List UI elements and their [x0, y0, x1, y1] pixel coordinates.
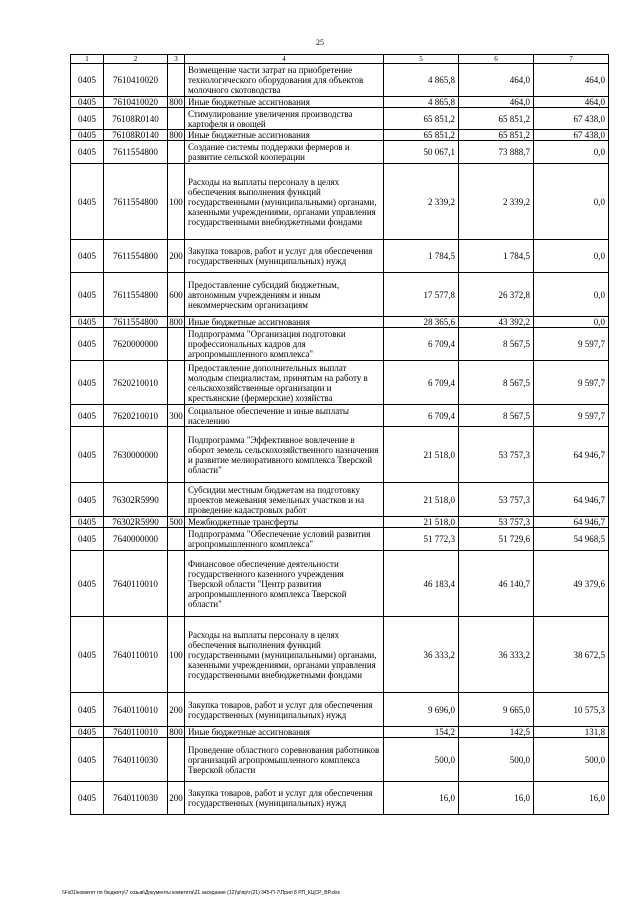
expense-type-cell: [168, 64, 185, 97]
description-cell: Закупка товаров, работ и услуг для обеспечения государственных (муниципальных) нужд: [185, 782, 384, 815]
table-row: [71, 782, 609, 815]
target-article-cell: 7611554800: [104, 317, 168, 328]
amount-year3-cell: 464,0: [534, 97, 609, 108]
description-cell: Подпрограмма "Обеспечение условий развития агропромышленного комплекса": [185, 528, 384, 551]
description-cell: Иные бюджетные ассигнования: [185, 727, 384, 738]
description-cell: Возмещение части затрат на приобретение технологического оборудования для объектов молочного скотоводства: [185, 64, 384, 97]
target-article-cell: 76108R0140: [104, 108, 168, 130]
amount-year1-cell: 154,2: [384, 727, 459, 738]
amount-year3-cell: 0,0: [534, 317, 609, 328]
description-cell: Субсидии местным бюджетам на подготовку проектов межевания земельных участков и на проведение кадастровых работ: [185, 483, 384, 517]
table-row: [71, 108, 609, 130]
amount-year3-cell: 54 968,5: [534, 528, 609, 551]
amount-year3-cell: 67 438,0: [534, 130, 609, 141]
amount-year2-cell: 1 784,5: [459, 240, 534, 273]
description-cell: Проведение областного соревнования работников организаций агропромышленного комплекса Тверской области: [185, 738, 384, 782]
amount-year3-cell: 500,0: [534, 738, 609, 782]
amount-year2-cell: 46 140,7: [459, 551, 534, 617]
header-cell: 7: [534, 55, 609, 64]
section-code-cell: 0405: [71, 551, 104, 617]
amount-year3-cell: 67 438,0: [534, 108, 609, 130]
target-article-cell: 76302R5990: [104, 517, 168, 528]
description-cell: Закупка товаров, работ и услуг для обеспечения государственных (муниципальных) нужд: [185, 693, 384, 727]
expense-type-cell: [168, 551, 185, 617]
table-row: [71, 97, 609, 108]
expense-type-cell: 800: [169, 727, 183, 737]
amount-year2-cell: 464,0: [459, 97, 534, 108]
page-number: 25: [316, 38, 324, 47]
description-cell: Предоставление дополнительных выплат молодым специалистам, принятым на работу в сельскохозяйственные организации и крестьянские (фермерские) хозяйства: [185, 361, 384, 405]
amount-year3-cell: 49 379,6: [534, 551, 609, 617]
expense-type-cell: 100: [168, 164, 185, 240]
section-code-cell: 0405: [71, 782, 104, 815]
section-code-cell: 0405: [71, 528, 104, 551]
amount-year1-cell: 16,0: [384, 782, 459, 815]
table-row: [71, 693, 609, 727]
amount-year1-cell: 2 339,2: [384, 164, 459, 240]
header-cell: 2: [104, 55, 168, 64]
section-code-cell: 0405: [71, 361, 104, 405]
target-article-cell: 7640110010: [104, 727, 168, 738]
expense-type-cell: 800: [169, 97, 183, 107]
section-code-cell: 0405: [71, 97, 104, 108]
target-article-cell: 7611554800: [104, 240, 168, 273]
description-cell: Иные бюджетные ассигнования: [185, 317, 384, 328]
amount-year3-cell: 0,0: [534, 240, 609, 273]
amount-year1-cell: 21 518,0: [384, 483, 459, 517]
amount-year2-cell: 53 757,3: [459, 427, 534, 483]
amount-year1-cell: 28 365,6: [384, 317, 459, 328]
section-code-cell: 0405: [71, 164, 104, 240]
amount-year2-cell: 73 888,7: [459, 141, 534, 164]
expense-type-cell: 300: [168, 405, 185, 427]
amount-year1-cell: 9 696,0: [384, 693, 459, 727]
amount-year2-cell: 9 665,0: [459, 693, 534, 727]
amount-year3-cell: 38 672,5: [534, 617, 609, 693]
section-code-cell: 0405: [71, 483, 104, 517]
description-cell: Расходы на выплаты персоналу в целях обеспечения выполнения функций государственными (муниципальными) органами, казенными учреждениями, органами управления государственными внебюджетными фондами: [185, 164, 384, 240]
expense-type-cell: [168, 483, 185, 517]
expense-type-cell: 800: [169, 130, 183, 140]
amount-year2-cell: 53 757,3: [459, 483, 534, 517]
table-row: [71, 240, 609, 273]
target-article-cell: 7640000000: [104, 528, 168, 551]
description-cell: Расходы на выплаты персоналу в целях обеспечения выполнения функций государственными (муниципальными) органами, казенными учреждениями, органами управления государственными внебюджетными фондами: [185, 617, 384, 693]
section-code-cell: 0405: [71, 317, 104, 328]
amount-year2-cell: 36 333,2: [459, 617, 534, 693]
amount-year3-cell: 0,0: [534, 273, 609, 317]
description-cell: Подпрограмма "Эффективное вовлечение в оборот земель сельскохозяйственного назначения и развитие мелиоративного комплекса Тверской области": [185, 427, 384, 483]
section-code-cell: 0405: [71, 693, 104, 727]
amount-year3-cell: 131,8: [534, 727, 609, 738]
expense-type-cell: 800: [169, 317, 183, 327]
section-code-cell: 0405: [71, 273, 104, 317]
table-row: [71, 483, 609, 517]
header-cell: 6: [459, 55, 534, 64]
description-cell: Предоставление субсидий бюджетным, автономным учреждениям и иным некоммерческим организациям: [185, 273, 384, 317]
amount-year2-cell: 53 757,3: [459, 517, 534, 528]
section-code-cell: 0405: [71, 617, 104, 693]
target-article-cell: 7640110030: [104, 782, 168, 815]
amount-year2-cell: 26 372,8: [459, 273, 534, 317]
expense-type-cell: [168, 361, 185, 405]
target-article-cell: 7640110030: [104, 738, 168, 782]
description-cell: Финансовое обеспечение деятельности государственного казенного учреждения Тверской области "Центр развития агропромышленного комплекса Тверской области": [185, 551, 384, 617]
amount-year3-cell: 0,0: [534, 164, 609, 240]
amount-year1-cell: 36 333,2: [384, 617, 459, 693]
expense-type-cell: 600: [168, 273, 185, 317]
table-row: [71, 528, 609, 551]
amount-year2-cell: 43 392,2: [459, 317, 534, 328]
target-article-cell: 7611554800: [104, 164, 168, 240]
amount-year2-cell: 51 729,6: [459, 528, 534, 551]
amount-year2-cell: 65 851,2: [459, 108, 534, 130]
header-row: [71, 55, 609, 64]
description-cell: Создание системы поддержки фермеров и развитие сельской кооперации: [185, 141, 384, 164]
table-row: [71, 405, 609, 427]
section-code-cell: 0405: [71, 130, 104, 141]
amount-year1-cell: 6 709,4: [384, 361, 459, 405]
expense-type-cell: [168, 738, 185, 782]
target-article-cell: 7610410020: [104, 97, 168, 108]
target-article-cell: 76108R0140: [104, 130, 168, 141]
description-cell: Иные бюджетные ассигнования: [185, 130, 384, 141]
target-article-cell: 7620210010: [104, 405, 168, 427]
description-cell: Иные бюджетные ассигнования: [185, 97, 384, 108]
target-article-cell: 7640110010: [104, 617, 168, 693]
target-article-cell: 7611554800: [104, 273, 168, 317]
table-row: [71, 64, 609, 97]
table-row: [71, 317, 609, 328]
target-article-cell: 7620000000: [104, 328, 168, 361]
section-code-cell: 0405: [71, 427, 104, 483]
expense-type-cell: 200: [168, 240, 185, 273]
description-cell: Социальное обеспечение и иные выплаты населению: [185, 405, 384, 427]
amount-year3-cell: 64 946,7: [534, 483, 609, 517]
target-article-cell: 7610410020: [104, 64, 168, 97]
section-code-cell: 0405: [71, 141, 104, 164]
target-article-cell: 7640110010: [104, 693, 168, 727]
amount-year2-cell: 8 567,5: [459, 328, 534, 361]
target-article-cell: 76302R5990: [104, 483, 168, 517]
amount-year3-cell: 9 597,7: [534, 361, 609, 405]
amount-year1-cell: 1 784,5: [384, 240, 459, 273]
table-row: [71, 273, 609, 317]
table-row: [71, 617, 609, 693]
expense-type-cell: 200: [168, 782, 185, 815]
expense-type-cell: [168, 328, 185, 361]
amount-year2-cell: 464,0: [459, 64, 534, 97]
description-cell: Межбюджетные трансферты: [185, 517, 384, 528]
table-row: [71, 141, 609, 164]
amount-year1-cell: 500,0: [384, 738, 459, 782]
amount-year2-cell: 2 339,2: [459, 164, 534, 240]
table-row: [71, 517, 609, 528]
table-row: [71, 361, 609, 405]
target-article-cell: 7640110010: [104, 551, 168, 617]
amount-year2-cell: 8 567,5: [459, 361, 534, 405]
table-row: [71, 427, 609, 483]
amount-year1-cell: 6 709,4: [384, 405, 459, 427]
header-cell: 3: [168, 55, 185, 64]
budget-table: [70, 54, 609, 815]
section-code-cell: 0405: [71, 240, 104, 273]
amount-year2-cell: 500,0: [459, 738, 534, 782]
amount-year1-cell: 4 865,8: [384, 64, 459, 97]
expense-type-cell: [168, 108, 185, 130]
amount-year1-cell: 21 518,0: [384, 517, 459, 528]
amount-year1-cell: 4 865,8: [384, 97, 459, 108]
file-path-footer: \\Fs01\комитет по бюджету\7 созыв\Документы комитета\21 заседание (12)\р\пр\т(21) 345-П-7\Прил 8 РП_КЦСР_ВР.xlsx: [62, 890, 340, 896]
target-article-cell: 7630000000: [104, 427, 168, 483]
target-article-cell: 7620210010: [104, 361, 168, 405]
expense-type-cell: 100: [168, 617, 185, 693]
header-cell: 4: [185, 55, 384, 64]
expense-type-cell: [168, 141, 185, 164]
section-code-cell: 0405: [71, 328, 104, 361]
header-cell: 5: [384, 55, 459, 64]
section-code-cell: 0405: [71, 727, 104, 738]
section-code-cell: 0405: [71, 405, 104, 427]
amount-year1-cell: 17 577,8: [384, 273, 459, 317]
section-code-cell: 0405: [71, 738, 104, 782]
expense-type-cell: 500: [169, 517, 183, 527]
table-row: [71, 328, 609, 361]
header-cell: 1: [71, 55, 104, 64]
table-row: [71, 551, 609, 617]
amount-year1-cell: 50 067,1: [384, 141, 459, 164]
amount-year3-cell: 16,0: [534, 782, 609, 815]
amount-year3-cell: 64 946,7: [534, 517, 609, 528]
amount-year2-cell: 65 851,2: [459, 130, 534, 141]
amount-year2-cell: 142,5: [459, 727, 534, 738]
amount-year1-cell: 65 851,2: [384, 130, 459, 141]
amount-year3-cell: 64 946,7: [534, 427, 609, 483]
expense-type-cell: 200: [168, 693, 185, 727]
amount-year1-cell: 51 772,3: [384, 528, 459, 551]
expense-type-cell: [168, 427, 185, 483]
amount-year3-cell: 9 597,7: [534, 405, 609, 427]
table-row: [71, 727, 609, 738]
amount-year1-cell: 65 851,2: [384, 108, 459, 130]
amount-year3-cell: 464,0: [534, 64, 609, 97]
amount-year3-cell: 0,0: [534, 141, 609, 164]
amount-year2-cell: 8 567,5: [459, 405, 534, 427]
table-row: [71, 130, 609, 141]
section-code-cell: 0405: [71, 517, 104, 528]
expense-type-cell: [168, 528, 185, 551]
section-code-cell: 0405: [71, 64, 104, 97]
target-article-cell: 7611554800: [104, 141, 168, 164]
amount-year1-cell: 6 709,4: [384, 328, 459, 361]
amount-year2-cell: 16,0: [459, 782, 534, 815]
amount-year3-cell: 9 597,7: [534, 328, 609, 361]
description-cell: Подпрограмма "Организация подготовки профессиональных кадров для агропромышленного комплекса": [185, 328, 384, 361]
section-code-cell: 0405: [71, 108, 104, 130]
amount-year1-cell: 46 183,4: [384, 551, 459, 617]
amount-year1-cell: 21 518,0: [384, 427, 459, 483]
description-cell: Закупка товаров, работ и услуг для обеспечения государственных (муниципальных) нужд: [185, 240, 384, 273]
table-row: [71, 738, 609, 782]
amount-year3-cell: 10 575,3: [534, 693, 609, 727]
description-cell: Стимулирование увеличения производства картофеля и овощей: [185, 108, 384, 130]
table-row: [71, 164, 609, 240]
